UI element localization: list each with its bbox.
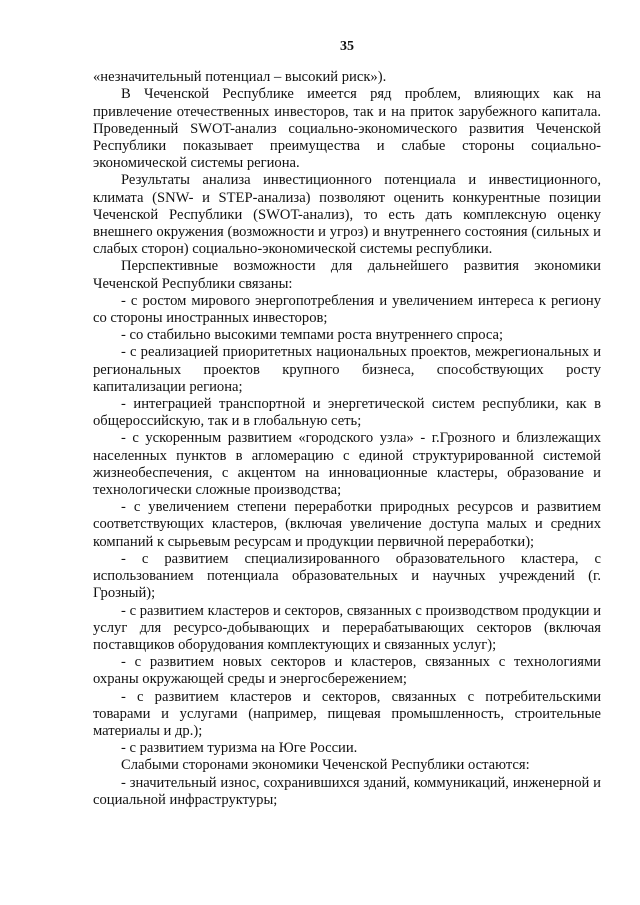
paragraph: - с ростом мирового энергопотребления и увеличением интереса к региону со стороны иностранных инвесторов; xyxy=(93,292,601,327)
paragraph: Слабыми сторонами экономики Чеченской Республики остаются: xyxy=(121,757,530,774)
paragraph: - с развитием новых секторов и кластеров, связанных с технологиями охраны окружающей среды и энергосбережением; xyxy=(93,654,601,688)
paragraph: В Чеченской Республике имеется ряд проблем, влияющих как на привлечение отечественных инвесторов, так и на приток зарубежного капитала. Проведенный SWOT-анализ социально-экономического развития Чеченской Республики показывает преимущества и слабые стороны социально-экономической системы региона. xyxy=(93,86,601,172)
paragraph: Результаты анализа инвестиционного потенциала и инвестиционного, климата (SNW- и STEP-анализа) позволяют оценить конкурентные позиции Чеченской Республики (SWOT-анализ), то есть дать комплексную оценку внешнего окружения (возможности и угроз) и внутреннего состояния (сильных и слабых сторон) социально-экономической системы республики. xyxy=(93,172,601,258)
document-page xyxy=(93,38,601,809)
paragraph: - с ускоренным развитием «городского узла» - г.Грозного и близлежащих населенных пунктов в агломерацию с единой структурированной системой жизнеобеспечения, с акцентом на инновационные кластеры, образование и технологически сложные производства; xyxy=(93,430,601,499)
paragraph: - с развитием специализированного образовательного кластера, с использованием потенциала образовательных и научных учреждений (г. Грозный); xyxy=(93,550,601,602)
paragraph: - с развитием кластеров и секторов, связанных с потребительскими товарами и услугами (например, пищевая промышленность, строительные материалы и др.); xyxy=(93,688,601,739)
document-body xyxy=(93,69,601,809)
paragraph: «незначительный потенциал – высокий риск»). xyxy=(93,69,387,86)
paragraph: - интеграцией транспортной и энергетической систем республики, как в общероссийскую, так и в глобальную сеть; xyxy=(93,396,601,430)
page-number: 35 xyxy=(340,39,354,54)
paragraph: - с развитием туризма на Юге России. xyxy=(121,740,358,757)
paragraph: - с реализацией приоритетных национальных проектов, межрегиональных и региональных проектов крупного бизнеса, способствующих росту капитализации региона; xyxy=(93,344,601,395)
paragraph: - с развитием кластеров и секторов, связанных с производством продукции и услуг для ресурсо-добывающих и перерабатывающих секторов (включая поставщиков оборудования комплектующих и связанных услуг); xyxy=(93,602,601,653)
paragraph: - значительный износ, сохранившихся зданий, коммуникаций, инженерной и социальной инфраструктуры; xyxy=(93,774,601,808)
paragraph: - с увеличением степени переработки природных ресурсов и развитием соответствующих кластеров, (включая увеличение доступа малых и средних компаний к сырьевым ресурсам и продукции первичной переработки); xyxy=(93,499,601,550)
paragraph: Перспективные возможности для дальнейшего развития экономики Чеченской Республики связаны: xyxy=(93,258,601,292)
paragraph: - со стабильно высокими темпами роста внутреннего спроса; xyxy=(121,327,504,344)
